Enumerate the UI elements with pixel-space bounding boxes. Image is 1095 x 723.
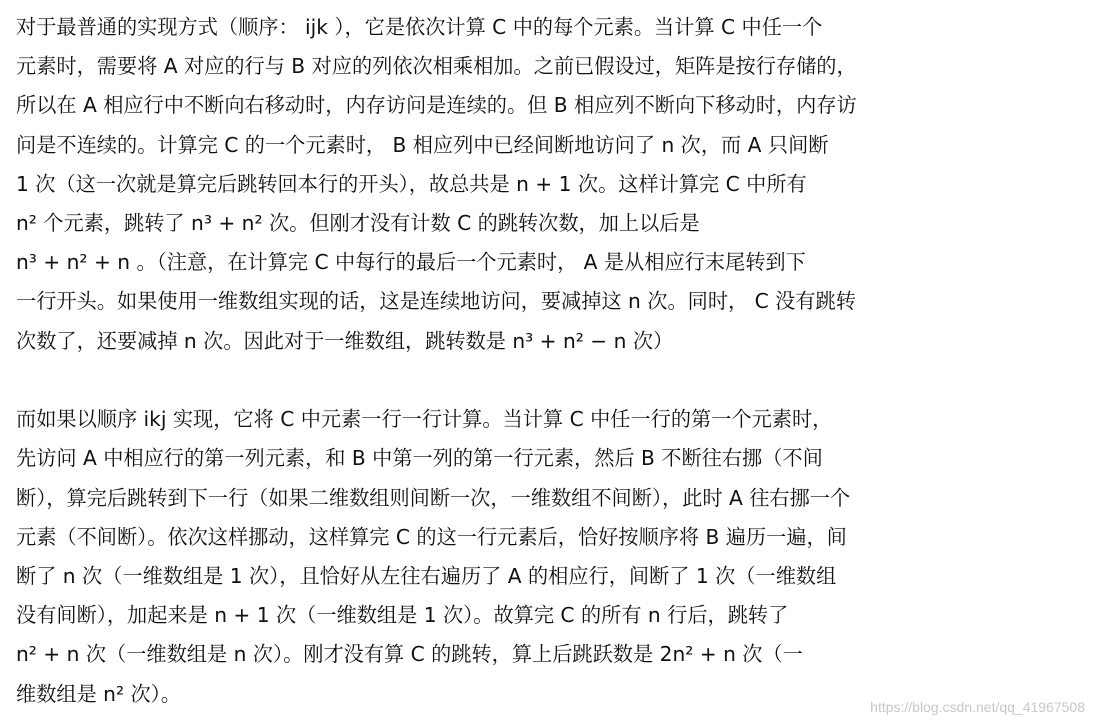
text-line: 1 次（这一次就是算完后跳转回本行的开头），故总共是 n + 1 次。这样计算完 C 中所有 (16, 171, 807, 196)
text-line: 次数了，还要减掉 n 次。因此对于一维数组，跳转数是 n³ + n² − n 次） (16, 328, 674, 353)
text-line: 一行开头。如果使用一维数组实现的话，这是连续地访问，要减掉这 n 次。同时， C 没有跳转 (16, 289, 856, 314)
text-line: 断），算完后跳转到下一行（如果二维数组则间断一次，一维数组不间断），此时 A 往右挪一个 (16, 485, 851, 510)
text-line: 问是不连续的。计算完 C 的一个元素时， B 相应列中已经间断地访问了 n 次，而 A 只间断 (16, 132, 829, 157)
paragraph-ijk-order (16, 8, 1086, 361)
text-line: 所以在 A 相应行中不断向右移动时，内存访问是连续的。但 B 相应列不断向下移动时，内存访 (16, 93, 857, 118)
text-line: 没有间断），加起来是 n + 1 次（一维数组是 1 次）。故算完 C 的所有 n 行后，跳转了 (16, 603, 789, 628)
paragraph-ikj-order (16, 400, 1086, 714)
text-line: n² + n 次（一维数组是 n 次）。刚才没有算 C 的跳转，算上后跳跃数是 2n² + n 次（一 (16, 642, 803, 667)
text-line: 断了 n 次（一维数组是 1 次），且恰好从左往右遍历了 A 的相应行，间断了 1 次（一维数组 (16, 563, 837, 588)
article-body (16, 8, 1086, 714)
paragraph-gap (16, 361, 1086, 401)
text-line: n² 个元素，跳转了 n³ + n² 次。但刚才没有计数 C 的跳转次数，加上以后是 (16, 210, 700, 235)
text-line: 元素（不间断）。依次这样挪动，这样算完 C 的这一行元素后，恰好按顺序将 B 遍历一遍，间 (16, 524, 847, 549)
text-line: 而如果以顺序 ikj 实现，它将 C 中元素一行一行计算。当计算 C 中任一行的第一个元素时， (16, 407, 833, 432)
text-line: 元素时，需要将 A 对应的行与 B 对应的列依次相乘相加。之前已假设过，矩阵是按行存储的， (16, 54, 857, 79)
text-line: 先访问 A 中相应行的第一列元素，和 B 中第一列的第一行元素，然后 B 不断往右挪（不间 (16, 446, 823, 471)
text-line: n³ + n² + n 。（注意，在计算完 C 中每行的最后一个元素时， A 是从相应行末尾转到下 (16, 250, 806, 275)
watermark-url: https://blog.csdn.net/qq_41967508 (870, 699, 1085, 715)
text-line: 对于最普通的实现方式（顺序： ijk ），它是依次计算 C 中的每个元素。当计算 C 中任一个 (16, 15, 823, 39)
text-line: 维数组是 n² 次）。 (16, 681, 181, 706)
